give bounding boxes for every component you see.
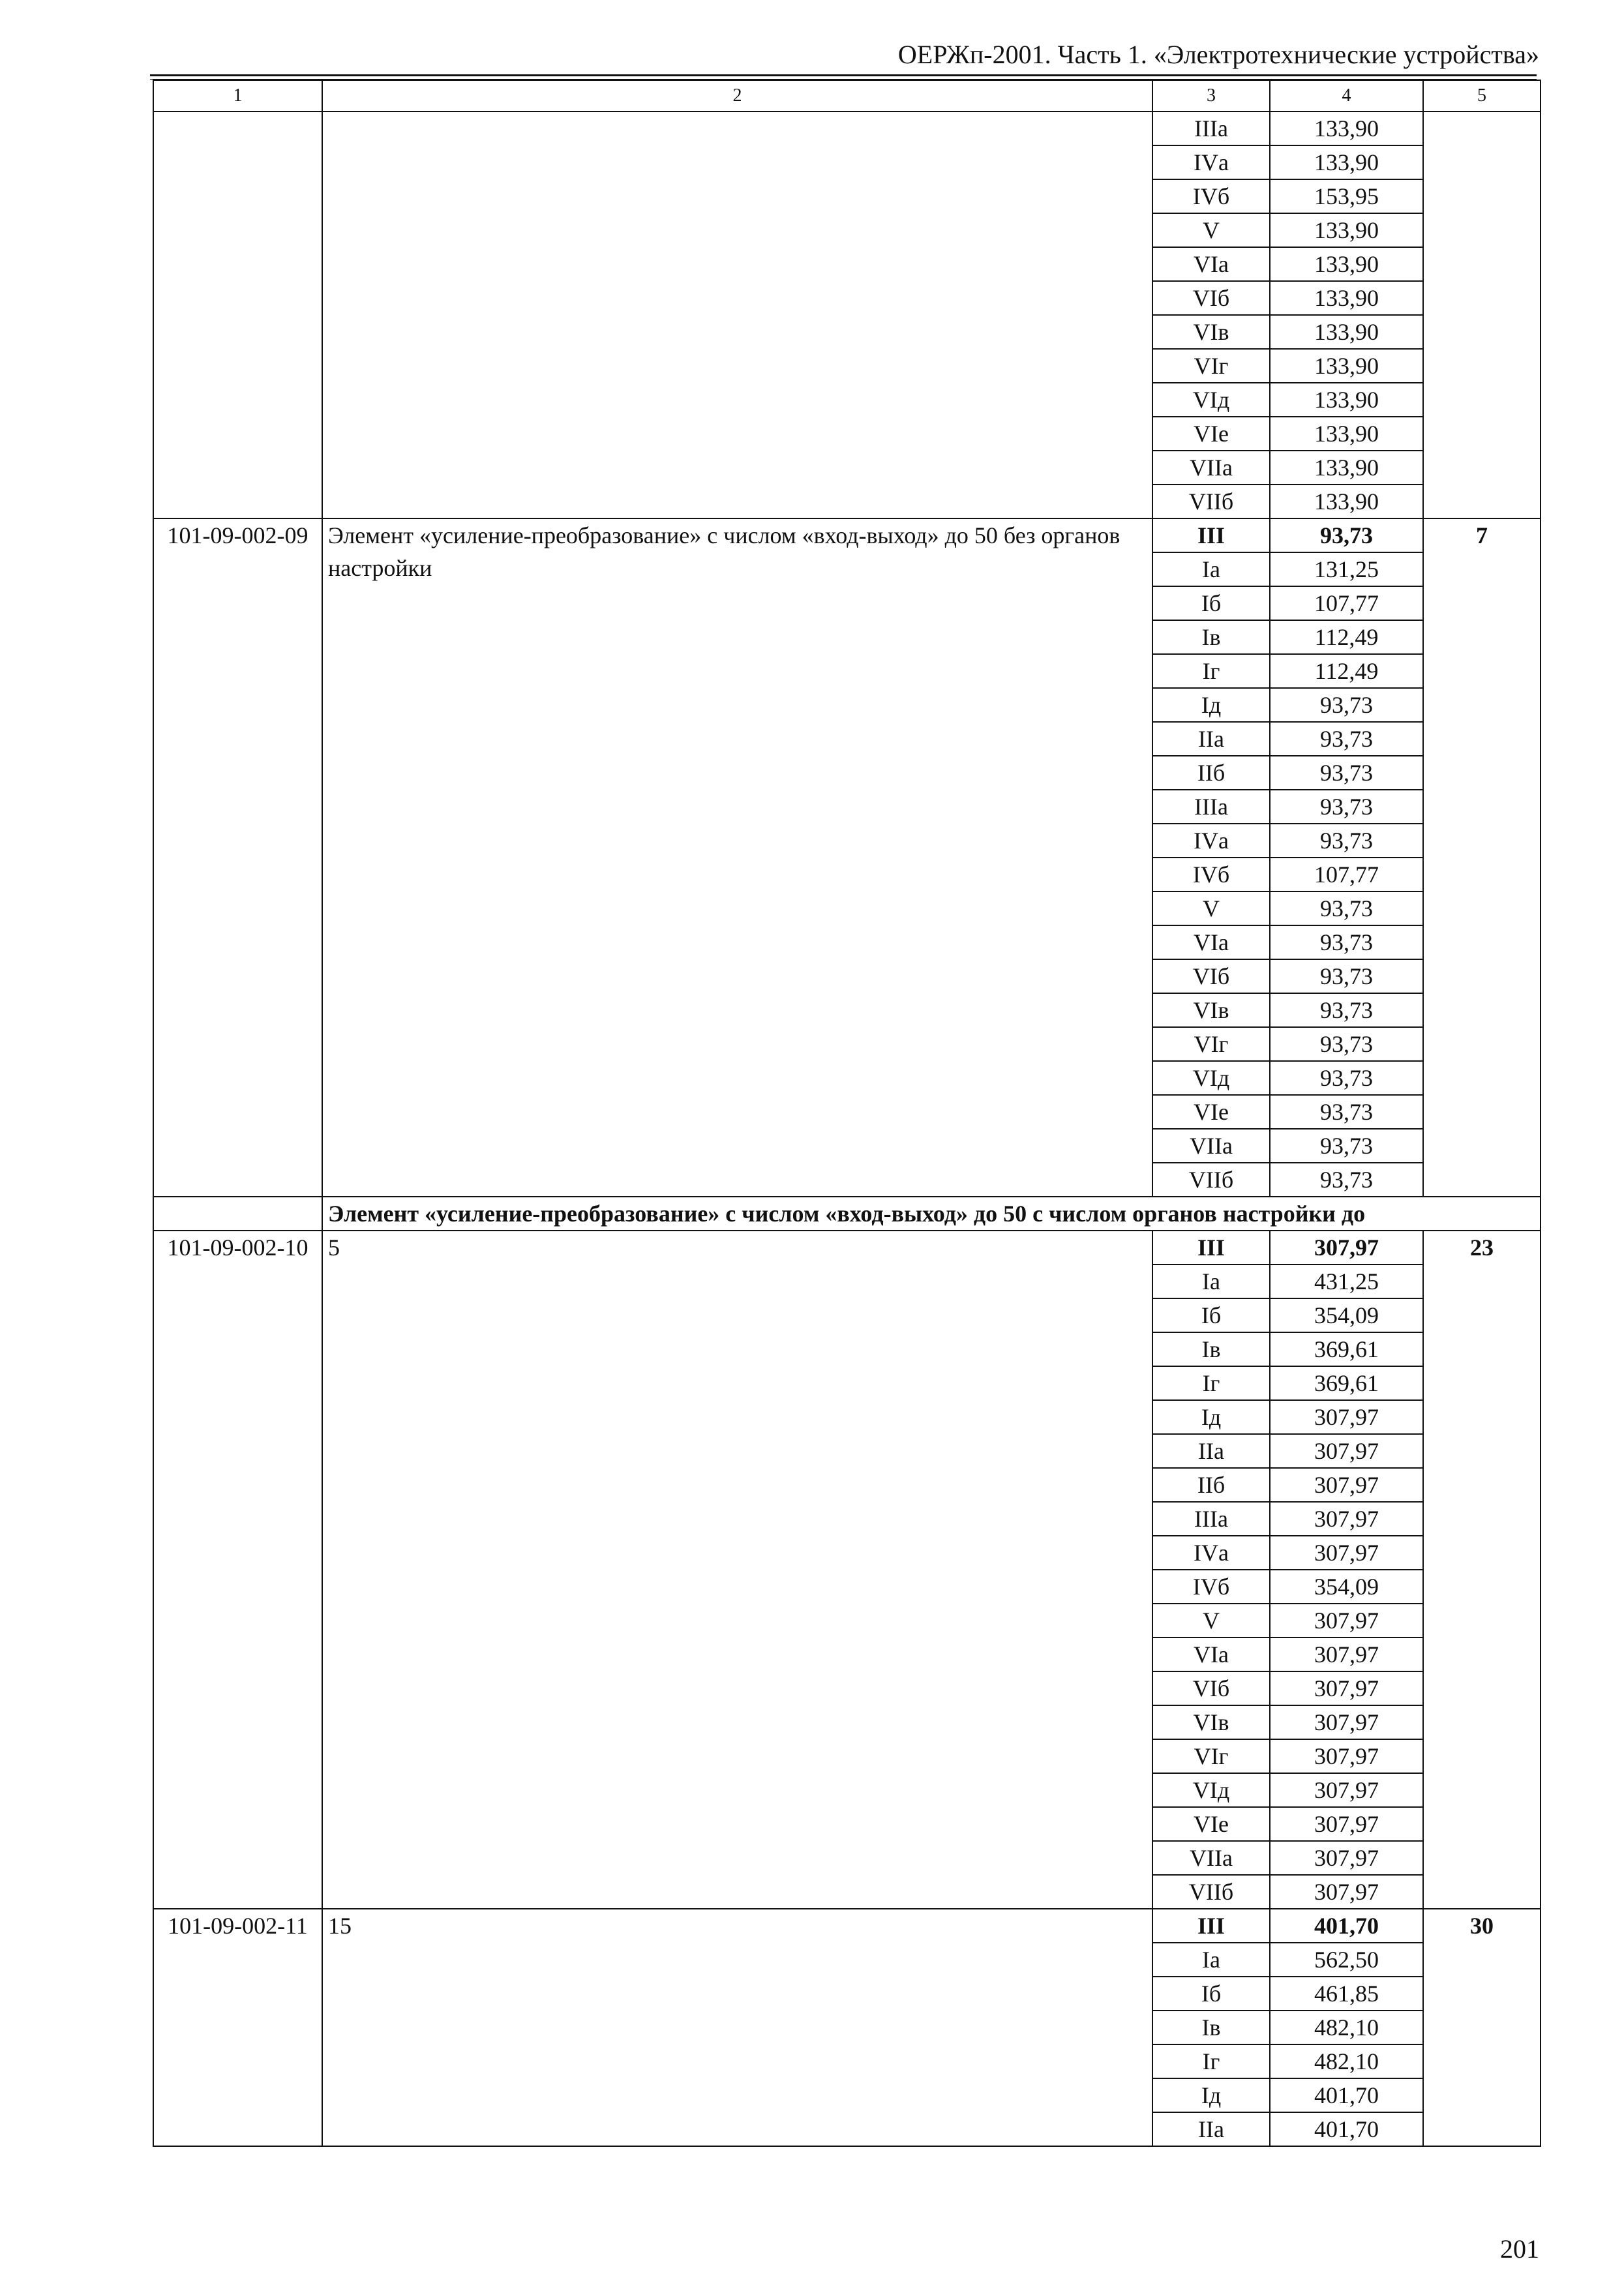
value-cell: 133,90 bbox=[1270, 213, 1423, 247]
zone-cell: IIа bbox=[1152, 2112, 1270, 2146]
zone-cell: IIа bbox=[1152, 722, 1270, 756]
zone-cell: VIе bbox=[1152, 1807, 1270, 1841]
zone-cell: Iд bbox=[1152, 1400, 1270, 1434]
value-cell: 133,90 bbox=[1270, 451, 1423, 485]
value-cell: 307,97 bbox=[1270, 1434, 1423, 1468]
value-cell: 369,61 bbox=[1270, 1366, 1423, 1400]
value-cell: 107,77 bbox=[1270, 586, 1423, 620]
value-cell: 354,09 bbox=[1270, 1298, 1423, 1332]
running-header: ОЕРЖп-2001. Часть 1. «Электротехнические устройства» bbox=[897, 40, 1539, 69]
zone-cell: VIг bbox=[1152, 1027, 1270, 1061]
zone-cell: IVа bbox=[1152, 1536, 1270, 1570]
zone-cell: VIг bbox=[1152, 349, 1270, 383]
zone-cell: VIа bbox=[1152, 247, 1270, 281]
zone-cell: Iб bbox=[1152, 1977, 1270, 2011]
value-cell: 307,97 bbox=[1270, 1841, 1423, 1875]
value-cell: 133,90 bbox=[1270, 112, 1423, 145]
zone-cell: Iд bbox=[1152, 688, 1270, 722]
zone-cell: VIе bbox=[1152, 1095, 1270, 1129]
table-row bbox=[153, 1909, 1541, 1943]
zone-cell: VIа bbox=[1152, 925, 1270, 959]
value-cell: 107,77 bbox=[1270, 858, 1423, 891]
value-cell: 133,90 bbox=[1270, 247, 1423, 281]
value-cell: 93,73 bbox=[1270, 688, 1423, 722]
value-cell: 93,73 bbox=[1270, 993, 1423, 1027]
zone-cell: Iб bbox=[1152, 1298, 1270, 1332]
value-cell: 133,90 bbox=[1270, 417, 1423, 451]
value-cell: 133,90 bbox=[1270, 383, 1423, 417]
zone-cell: IVб bbox=[1152, 858, 1270, 891]
section-row bbox=[153, 1197, 1541, 1231]
value-cell: 307,97 bbox=[1270, 1638, 1423, 1671]
base-zone-cell: III bbox=[1152, 1231, 1270, 1264]
zone-cell: Iа bbox=[1152, 552, 1270, 586]
value-cell: 307,97 bbox=[1270, 1875, 1423, 1909]
zone-cell: VIIб bbox=[1152, 1163, 1270, 1197]
column-header-1: 1 bbox=[153, 80, 322, 112]
zone-cell: V bbox=[1152, 1604, 1270, 1638]
value-cell: 307,97 bbox=[1270, 1400, 1423, 1434]
value-cell: 112,49 bbox=[1270, 654, 1423, 688]
code-cell: 101-09-002-09 bbox=[153, 518, 322, 1197]
value-cell: 307,97 bbox=[1270, 1773, 1423, 1807]
column-header-4: 4 bbox=[1270, 80, 1423, 112]
page-number: 201 bbox=[1500, 2234, 1539, 2264]
zone-cell: VIд bbox=[1152, 383, 1270, 417]
section-empty-cell bbox=[153, 1197, 322, 1231]
table-body bbox=[153, 80, 1541, 2146]
value-cell: 482,10 bbox=[1270, 2044, 1423, 2078]
zone-cell: VIв bbox=[1152, 315, 1270, 349]
value-cell: 307,97 bbox=[1270, 1468, 1423, 1502]
zone-cell: V bbox=[1152, 891, 1270, 925]
value-cell: 93,73 bbox=[1270, 756, 1423, 790]
value-cell: 307,97 bbox=[1270, 1604, 1423, 1638]
table-row bbox=[153, 1231, 1541, 1264]
value-cell: 133,90 bbox=[1270, 315, 1423, 349]
zone-cell: Iа bbox=[1152, 1264, 1270, 1298]
zone-cell: IVб bbox=[1152, 1570, 1270, 1604]
base-zone-cell: III bbox=[1152, 518, 1270, 552]
column-number-row bbox=[153, 80, 1541, 112]
zone-cell: VIIа bbox=[1152, 1841, 1270, 1875]
column5-cell: 7 bbox=[1423, 518, 1541, 1197]
zone-cell: Iа bbox=[1152, 1943, 1270, 1977]
zone-cell: IVа bbox=[1152, 824, 1270, 858]
table-row bbox=[153, 112, 1541, 145]
zone-cell: VIб bbox=[1152, 959, 1270, 993]
zone-cell: VIIа bbox=[1152, 1129, 1270, 1163]
value-cell: 307,97 bbox=[1270, 1536, 1423, 1570]
value-cell: 562,50 bbox=[1270, 1943, 1423, 1977]
zone-cell: VIв bbox=[1152, 993, 1270, 1027]
value-cell: 93,73 bbox=[1270, 925, 1423, 959]
column-header-3: 3 bbox=[1152, 80, 1270, 112]
value-cell: 369,61 bbox=[1270, 1332, 1423, 1366]
value-cell: 93,73 bbox=[1270, 959, 1423, 993]
code-cell: 101-09-002-11 bbox=[153, 1909, 322, 2146]
value-cell: 482,10 bbox=[1270, 2011, 1423, 2044]
zone-cell: Iв bbox=[1152, 2011, 1270, 2044]
value-cell: 307,97 bbox=[1270, 1502, 1423, 1536]
value-cell: 431,25 bbox=[1270, 1264, 1423, 1298]
zone-cell: IIб bbox=[1152, 1468, 1270, 1502]
zone-cell: IIIа bbox=[1152, 112, 1270, 145]
column5-cell: 30 bbox=[1423, 1909, 1541, 2146]
value-cell: 93,73 bbox=[1270, 1027, 1423, 1061]
code-cell bbox=[153, 112, 322, 518]
column-header-2: 2 bbox=[322, 80, 1152, 112]
column5-cell: 23 bbox=[1423, 1231, 1541, 1909]
zone-cell: Iг bbox=[1152, 2044, 1270, 2078]
zone-cell: VIIб bbox=[1152, 1875, 1270, 1909]
zone-cell: Iд bbox=[1152, 2078, 1270, 2112]
zone-cell: VIб bbox=[1152, 281, 1270, 315]
zone-cell: VIд bbox=[1152, 1773, 1270, 1807]
zone-cell: Iг bbox=[1152, 654, 1270, 688]
zone-cell: IVа bbox=[1152, 145, 1270, 179]
zone-cell: VIд bbox=[1152, 1061, 1270, 1095]
value-cell: 133,90 bbox=[1270, 281, 1423, 315]
value-cell: 93,73 bbox=[1270, 1095, 1423, 1129]
value-cell: 133,90 bbox=[1270, 145, 1423, 179]
value-cell: 461,85 bbox=[1270, 1977, 1423, 2011]
zone-cell: IIIа bbox=[1152, 790, 1270, 824]
value-cell: 133,90 bbox=[1270, 349, 1423, 383]
zone-cell: V bbox=[1152, 213, 1270, 247]
value-cell: 93,73 bbox=[1270, 1163, 1423, 1197]
zone-cell: IIа bbox=[1152, 1434, 1270, 1468]
zone-cell: Iв bbox=[1152, 1332, 1270, 1366]
base-value-cell: 401,70 bbox=[1270, 1909, 1423, 1943]
value-cell: 401,70 bbox=[1270, 2112, 1423, 2146]
value-cell: 133,90 bbox=[1270, 485, 1423, 518]
value-cell: 131,25 bbox=[1270, 552, 1423, 586]
value-cell: 93,73 bbox=[1270, 891, 1423, 925]
zone-cell: Iг bbox=[1152, 1366, 1270, 1400]
zone-cell: VIе bbox=[1152, 417, 1270, 451]
zone-cell: VIIб bbox=[1152, 485, 1270, 518]
code-cell: 101-09-002-10 bbox=[153, 1231, 322, 1909]
description-cell: 15 bbox=[322, 1909, 1152, 2146]
value-cell: 93,73 bbox=[1270, 824, 1423, 858]
description-cell: Элемент «усиление-преобразование» с числом «вход-выход» до 50 без органов настройки bbox=[322, 518, 1152, 1197]
zone-cell: VIа bbox=[1152, 1638, 1270, 1671]
zone-cell: IIIа bbox=[1152, 1502, 1270, 1536]
zone-cell: VIг bbox=[1152, 1739, 1270, 1773]
value-cell: 307,97 bbox=[1270, 1705, 1423, 1739]
column-header-5: 5 bbox=[1423, 80, 1541, 112]
description-cell: 5 bbox=[322, 1231, 1152, 1909]
value-cell: 307,97 bbox=[1270, 1671, 1423, 1705]
value-cell: 401,70 bbox=[1270, 2078, 1423, 2112]
value-cell: 93,73 bbox=[1270, 790, 1423, 824]
zone-cell: Iб bbox=[1152, 586, 1270, 620]
zone-cell: Iв bbox=[1152, 620, 1270, 654]
description-cell bbox=[322, 112, 1152, 518]
value-cell: 354,09 bbox=[1270, 1570, 1423, 1604]
header-rule bbox=[150, 74, 1537, 76]
table-row bbox=[153, 518, 1541, 552]
value-cell: 93,73 bbox=[1270, 1061, 1423, 1095]
base-value-cell: 93,73 bbox=[1270, 518, 1423, 552]
value-cell: 93,73 bbox=[1270, 722, 1423, 756]
base-value-cell: 307,97 bbox=[1270, 1231, 1423, 1264]
column5-cell bbox=[1423, 112, 1541, 518]
zone-cell: VIб bbox=[1152, 1671, 1270, 1705]
section-heading: Элемент «усиление-преобразование» с числом «вход-выход» до 50 с числом органов настройки до bbox=[322, 1197, 1541, 1231]
base-zone-cell: III bbox=[1152, 1909, 1270, 1943]
value-cell: 307,97 bbox=[1270, 1739, 1423, 1773]
value-cell: 93,73 bbox=[1270, 1129, 1423, 1163]
zone-cell: VIв bbox=[1152, 1705, 1270, 1739]
value-cell: 307,97 bbox=[1270, 1807, 1423, 1841]
zone-cell: VIIа bbox=[1152, 451, 1270, 485]
zone-cell: IVб bbox=[1152, 179, 1270, 213]
value-cell: 153,95 bbox=[1270, 179, 1423, 213]
norms-table bbox=[153, 80, 1541, 2147]
value-cell: 112,49 bbox=[1270, 620, 1423, 654]
zone-cell: IIб bbox=[1152, 756, 1270, 790]
